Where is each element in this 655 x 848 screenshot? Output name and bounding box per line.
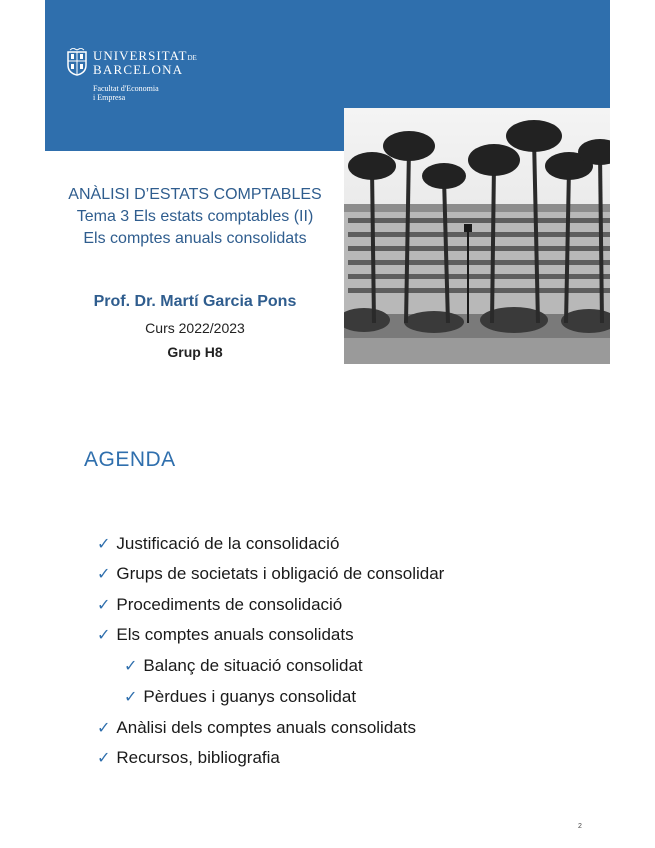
course-year: Curs 2022/2023 xyxy=(145,320,245,336)
agenda-item xyxy=(97,532,339,557)
university-seal-icon xyxy=(66,48,88,76)
agenda-subitem xyxy=(124,685,356,710)
agenda-item-label: Grups de societats i obligació de consolidar xyxy=(116,564,445,583)
faculty-line1: Facultat d'Economia xyxy=(93,84,159,93)
university-name-suffix: DE xyxy=(187,54,197,62)
course-title-line2: Tema 3 Els estats comptables (II) xyxy=(76,208,314,225)
course-title-line1: ANÀLISI D’ESTATS COMPTABLES xyxy=(68,186,322,203)
university-name-line1: UNIVERSITATDE xyxy=(93,48,197,63)
agenda-item-label: Procediments de consolidació xyxy=(116,595,343,614)
title-slide xyxy=(0,0,655,400)
agenda-subitem xyxy=(124,654,363,679)
course-title-line3: Els comptes anuals consolidats xyxy=(83,230,307,247)
page-number: 2 xyxy=(578,823,582,830)
checkmark-icon: ✓ xyxy=(97,597,111,614)
checkmark-icon: ✓ xyxy=(97,627,111,644)
agenda-item xyxy=(97,746,280,771)
professor-name: Prof. Dr. Martí Garcia Pons xyxy=(93,293,297,310)
agenda-item-label: Balanç de situació consolidat xyxy=(143,656,363,675)
checkmark-icon: ✓ xyxy=(124,658,138,675)
checkmark-icon: ✓ xyxy=(97,750,111,767)
agenda-item xyxy=(97,716,416,741)
agenda-item-label: Justificació de la consolidació xyxy=(116,534,340,553)
course-group: Grup H8 xyxy=(167,344,223,360)
agenda-item-label: Els comptes anuals consolidats xyxy=(116,625,354,644)
agenda-item-label: Pèrdues i guanys consolidat xyxy=(143,687,357,706)
university-name-line2: BARCELONA xyxy=(93,62,184,77)
checkmark-icon: ✓ xyxy=(97,720,111,737)
checkmark-icon: ✓ xyxy=(97,566,111,583)
agenda-item xyxy=(97,623,354,648)
checkmark-icon: ✓ xyxy=(97,536,111,553)
agenda-heading: AGENDA xyxy=(84,448,176,471)
agenda-item xyxy=(97,562,444,587)
agenda-item xyxy=(97,593,342,618)
course-title xyxy=(45,184,345,250)
campus-photo xyxy=(344,108,610,364)
checkmark-icon: ✓ xyxy=(124,689,138,706)
agenda-item-label: Recursos, bibliografia xyxy=(116,748,280,767)
faculty-name xyxy=(93,84,159,102)
agenda-item-label: Anàlisi dels comptes anuals consolidats xyxy=(116,718,416,737)
faculty-line2: i Empresa xyxy=(93,93,126,102)
